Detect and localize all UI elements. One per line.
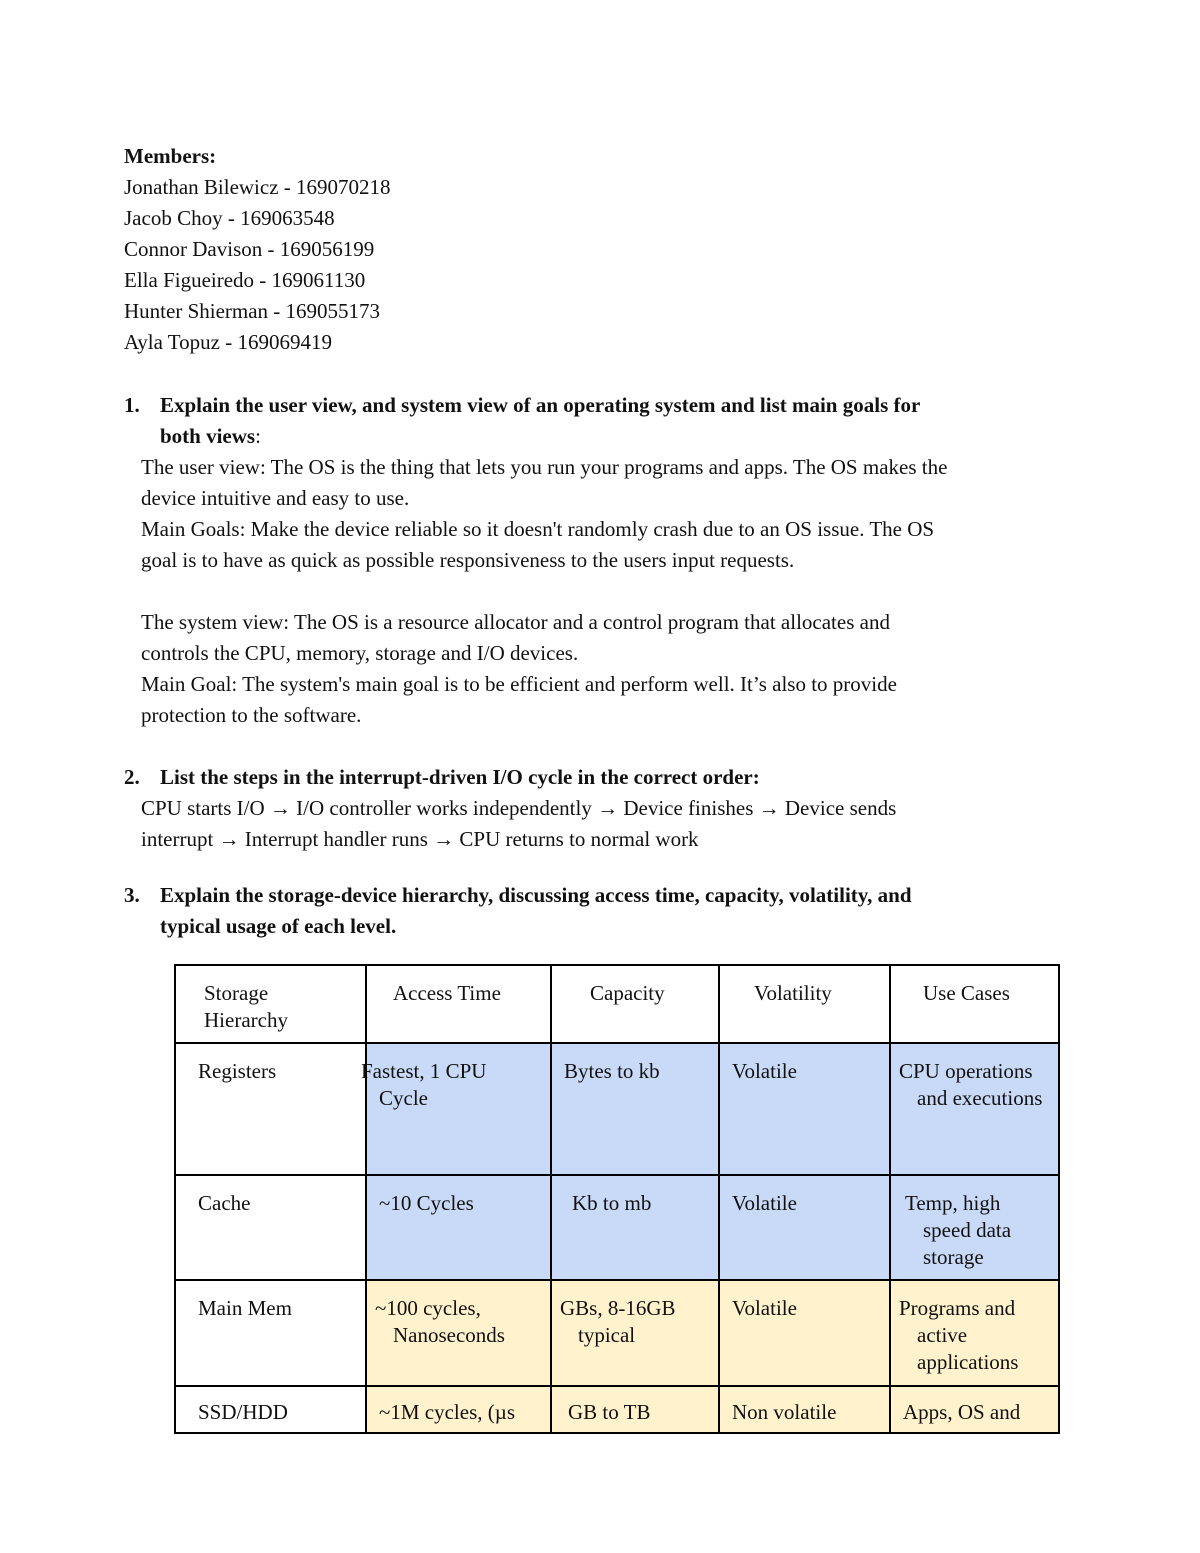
cell-volatility: Volatile bbox=[719, 1043, 890, 1175]
cell-use-cases: Temp, high speed data storage bbox=[890, 1175, 1059, 1280]
cell-capacity: Kb to mb bbox=[551, 1175, 719, 1280]
cell-capacity: Bytes to kb bbox=[551, 1043, 719, 1175]
question-2-title: List the steps in the interrupt-driven I/O cycle in the correct order: bbox=[160, 765, 760, 789]
cell-access-time: ~10 Cycles bbox=[366, 1175, 551, 1280]
cell-use-cases: CPU operations and executions bbox=[890, 1043, 1059, 1175]
cell-volatility: Volatile bbox=[719, 1175, 890, 1280]
question-2-number: 2. bbox=[124, 765, 140, 789]
answer-1-line: goal is to have as quick as possible responsiveness to the users input requests. bbox=[141, 548, 795, 572]
member-entry: Ella Figueiredo - 169061130 bbox=[124, 268, 366, 292]
table-row bbox=[175, 1280, 1059, 1386]
cell-capacity: GBs, 8-16GB typical bbox=[551, 1280, 719, 1386]
cell-volatility: Volatile bbox=[719, 1280, 890, 1386]
header-volatility: Volatility bbox=[719, 965, 890, 1043]
answer-1-line: The system view: The OS is a resource allocator and a control program that allocates and bbox=[141, 610, 890, 634]
table-row bbox=[175, 1043, 1059, 1175]
member-entry: Jacob Choy - 169063548 bbox=[124, 206, 335, 230]
question-3-title-cont: typical usage of each level. bbox=[160, 914, 397, 938]
answer-1-line: Main Goal: The system's main goal is to be efficient and perform well. It’s also to provide bbox=[141, 672, 897, 696]
cell-access-time: ~1M cycles, (µs bbox=[366, 1386, 551, 1433]
storage-hierarchy-table bbox=[174, 964, 1060, 1434]
answer-1-line: protection to the software. bbox=[141, 703, 362, 727]
answer-2-line: interrupt → Interrupt handler runs → CPU returns to normal work bbox=[141, 827, 699, 851]
table-row bbox=[175, 1175, 1059, 1280]
answer-1-line: controls the CPU, memory, storage and I/O devices. bbox=[141, 641, 579, 665]
table-row bbox=[175, 1386, 1059, 1433]
question-1-title-cont bbox=[160, 421, 261, 452]
member-entry: Jonathan Bilewicz - 169070218 bbox=[124, 175, 391, 199]
cell-level: SSD/HDD bbox=[175, 1386, 366, 1433]
member-entry: Hunter Shierman - 169055173 bbox=[124, 299, 381, 323]
question-3-title: Explain the storage-device hierarchy, discussing access time, capacity, volatility, and bbox=[160, 883, 912, 907]
question-3-number: 3. bbox=[124, 883, 140, 907]
cell-use-cases: Apps, OS and bbox=[890, 1386, 1059, 1433]
header-capacity: Capacity bbox=[551, 965, 719, 1043]
answer-1-line: The user view: The OS is the thing that lets you run your programs and apps. The OS makes the bbox=[141, 455, 948, 479]
header-access-time: Access Time bbox=[366, 965, 551, 1043]
cell-capacity: GB to TB bbox=[551, 1386, 719, 1433]
cell-volatility: Non volatile bbox=[719, 1386, 890, 1433]
member-entry: Connor Davison - 169056199 bbox=[124, 237, 375, 261]
question-1-title: Explain the user view, and system view of an operating system and list main goals for bbox=[160, 393, 921, 417]
cell-access-time: Fastest, 1 CPU Cycle bbox=[366, 1043, 551, 1175]
answer-1-line: Main Goals: Make the device reliable so it doesn't randomly crash due to an OS issue. The OS bbox=[141, 517, 935, 541]
cell-use-cases: Programs and active applications bbox=[890, 1280, 1059, 1386]
answer-1-line: device intuitive and easy to use. bbox=[141, 486, 410, 510]
question-1-title-line2: both views bbox=[160, 424, 256, 448]
question-1-title-suffix: : bbox=[255, 424, 261, 448]
cell-level: Cache bbox=[175, 1175, 366, 1280]
question-1-number: 1. bbox=[124, 393, 140, 417]
cell-access-time: ~100 cycles, Nanoseconds bbox=[366, 1280, 551, 1386]
header-storage-hierarchy: Storage Hierarchy bbox=[175, 965, 366, 1043]
cell-level: Registers bbox=[175, 1043, 366, 1175]
cell-level: Main Mem bbox=[175, 1280, 366, 1386]
table-header-row bbox=[175, 965, 1059, 1043]
member-entry: Ayla Topuz - 169069419 bbox=[124, 330, 332, 354]
header-use-cases: Use Cases bbox=[890, 965, 1059, 1043]
members-heading: Members: bbox=[124, 144, 217, 168]
answer-2-line: CPU starts I/O → I/O controller works independently → Device finishes → Device sends bbox=[141, 796, 897, 820]
